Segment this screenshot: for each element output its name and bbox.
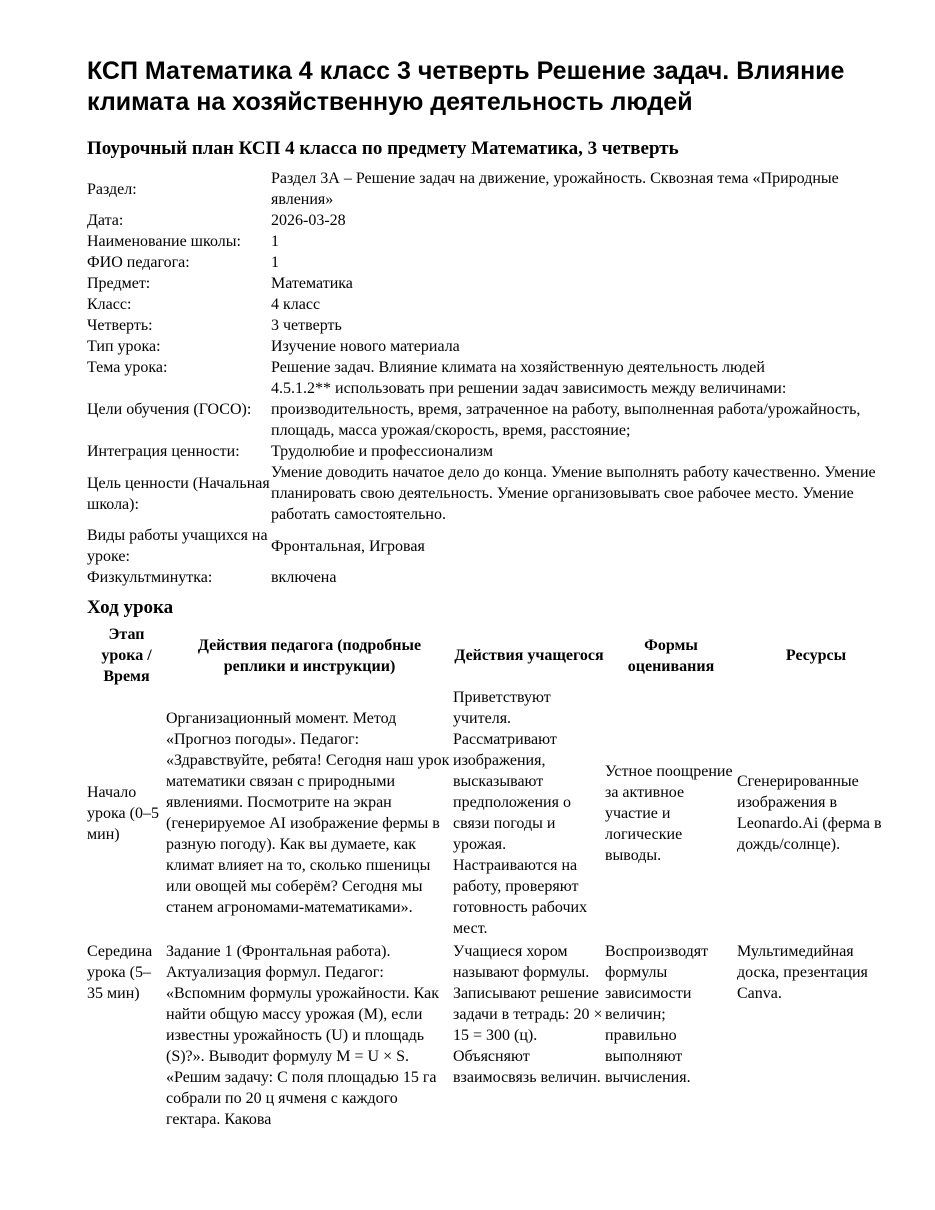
info-value: Фронтальная, Игровая xyxy=(271,537,425,555)
column-header-resources: Ресурсы xyxy=(785,647,847,664)
info-label: Виды работы учащихся на уроке: xyxy=(87,527,268,565)
info-label: Физкультминутка: xyxy=(87,569,213,586)
lesson-info-table xyxy=(87,168,895,588)
info-value: Изучение нового материала xyxy=(271,338,460,355)
info-row-section xyxy=(87,168,895,210)
column-header-student: Действия учащегося xyxy=(454,647,604,664)
info-row-grade xyxy=(87,294,895,315)
info-label: Наименование школы: xyxy=(87,233,241,250)
info-row-value-goal xyxy=(87,462,895,525)
lesson-flow-table xyxy=(87,624,895,1130)
document-page xyxy=(87,56,895,1130)
teacher-cell: Организационный момент. Метод «Прогноз погоды». Педагог: «Здравствуйте, ребята! Сегодня наш урок математики связан с природными явлениями. Посмотрите на экран (генерируемое AI изображение фермы в разную погоду). Как вы думаете, как климат влияет на то, сколько пшеницы или овощей мы соберём? Сегодня мы станем агрономами-математиками». xyxy=(166,710,450,916)
info-value: 1 xyxy=(271,233,279,250)
info-label: Раздел: xyxy=(87,180,137,198)
info-label: Четверть: xyxy=(87,317,153,334)
info-row-subject xyxy=(87,273,895,294)
lesson-flow-heading: Ход урока xyxy=(87,597,174,618)
student-cell: Приветствуют учителя. Рассматривают изображения, высказывают предположения о связи погоды и урожая. Настраиваются на работу, проверяют готовность рабочих мест. xyxy=(453,689,588,937)
student-cell: Учащиеся хором называют формулы. Записывают решение задачи в тетрадь: 20 × 15 = 300 (ц). Объясняют взаимосвязь величин. xyxy=(453,943,603,1086)
info-label: Класс: xyxy=(87,296,132,313)
info-label: Дата: xyxy=(87,212,124,229)
plan-subtitle: Поурочный план КСП 4 класса по предмету Математика, 3 четверть xyxy=(87,138,679,159)
table-row xyxy=(87,939,895,1130)
resources-cell: Мультимедийная доска, презентация Canva. xyxy=(737,943,868,1002)
assessment-cell: Воспроизводят формулы зависимости величин; правильно выполняют вычисления. xyxy=(605,943,709,1086)
stage-cell: Начало урока (0–5 мин) xyxy=(87,783,159,843)
info-row-teacher xyxy=(87,252,895,273)
info-row-lesson-type xyxy=(87,336,895,357)
info-label: ФИО педагога: xyxy=(87,254,190,271)
teacher-cell: Задание 1 (Фронтальная работа). Актуализация формул. Педагог: «Вспомним формулы урожайности. Как найти общую массу урожая (М), если известны урожайность (U) и площадь (S)?». Выводит формулу M = U × S. «Решим задачу: С поля площадью 15 га собрали по 20 ц ячменя с каждого гектара. Какова xyxy=(166,943,439,1128)
column-header-assessment: Формы оценивания xyxy=(627,636,715,675)
info-value: Умение доводить начатое дело до конца. Умение выполнять работу качественно. Умение планировать свою деятельность. Умение организовывать свое рабочее место. Умение работать самостоятельно. xyxy=(271,464,876,523)
info-row-goals xyxy=(87,378,895,441)
resources-cell: Сгенерированные изображения в Leonardo.Ai (ферма в дождь/солнце). xyxy=(737,773,882,853)
info-value: Трудолюбие и профессионализм xyxy=(271,443,493,460)
stage-cell: Середина урока (5–35 мин) xyxy=(87,943,153,1002)
table-header-row xyxy=(87,624,895,687)
info-row-school xyxy=(87,231,895,252)
info-value: 2026-03-28 xyxy=(271,212,346,229)
info-label: Тип урока: xyxy=(87,338,161,355)
info-row-value-integration xyxy=(87,441,895,462)
info-value: 4.5.1.2** использовать при решении задач зависимость между величинами: производительность, время, затраченное на работу, выполненная работа/урожайность, площадь, масса урожая/скорость, время, расстояние; xyxy=(271,380,861,439)
info-label: Цель ценности (Начальная школа): xyxy=(87,474,270,513)
column-header-stage: Этап урока / Время xyxy=(101,626,152,685)
info-row-date xyxy=(87,210,895,231)
info-row-work-types xyxy=(87,525,895,567)
page-title: КСП Математика 4 класс 3 четверть Решение задач. Влияние климата на хозяйственную деятельность людей xyxy=(87,57,845,116)
info-row-topic xyxy=(87,357,895,378)
info-value: Решение задач. Влияние климата на хозяйственную деятельность людей xyxy=(271,359,765,376)
info-label: Предмет: xyxy=(87,275,151,292)
info-value: включена xyxy=(271,569,337,586)
info-value: 3 четверть xyxy=(271,317,342,334)
info-value: 4 класс xyxy=(271,296,321,313)
assessment-cell: Устное поощрение за активное участие и логические выводы. xyxy=(605,762,733,864)
table-row xyxy=(87,687,895,939)
info-label: Тема урока: xyxy=(87,359,168,376)
info-row-quarter xyxy=(87,315,895,336)
info-label: Интеграция ценности: xyxy=(87,443,240,460)
info-value: Раздел 3А – Решение задач на движение, урожайность. Сквозная тема «Природные явления» xyxy=(271,170,839,208)
info-value: 1 xyxy=(271,254,279,271)
column-header-teacher: Действия педагога (подробные реплики и инструкции) xyxy=(197,636,422,675)
info-value: Математика xyxy=(271,275,353,292)
info-label: Цели обучения (ГОСО): xyxy=(87,401,252,418)
info-row-physical-break xyxy=(87,567,895,588)
